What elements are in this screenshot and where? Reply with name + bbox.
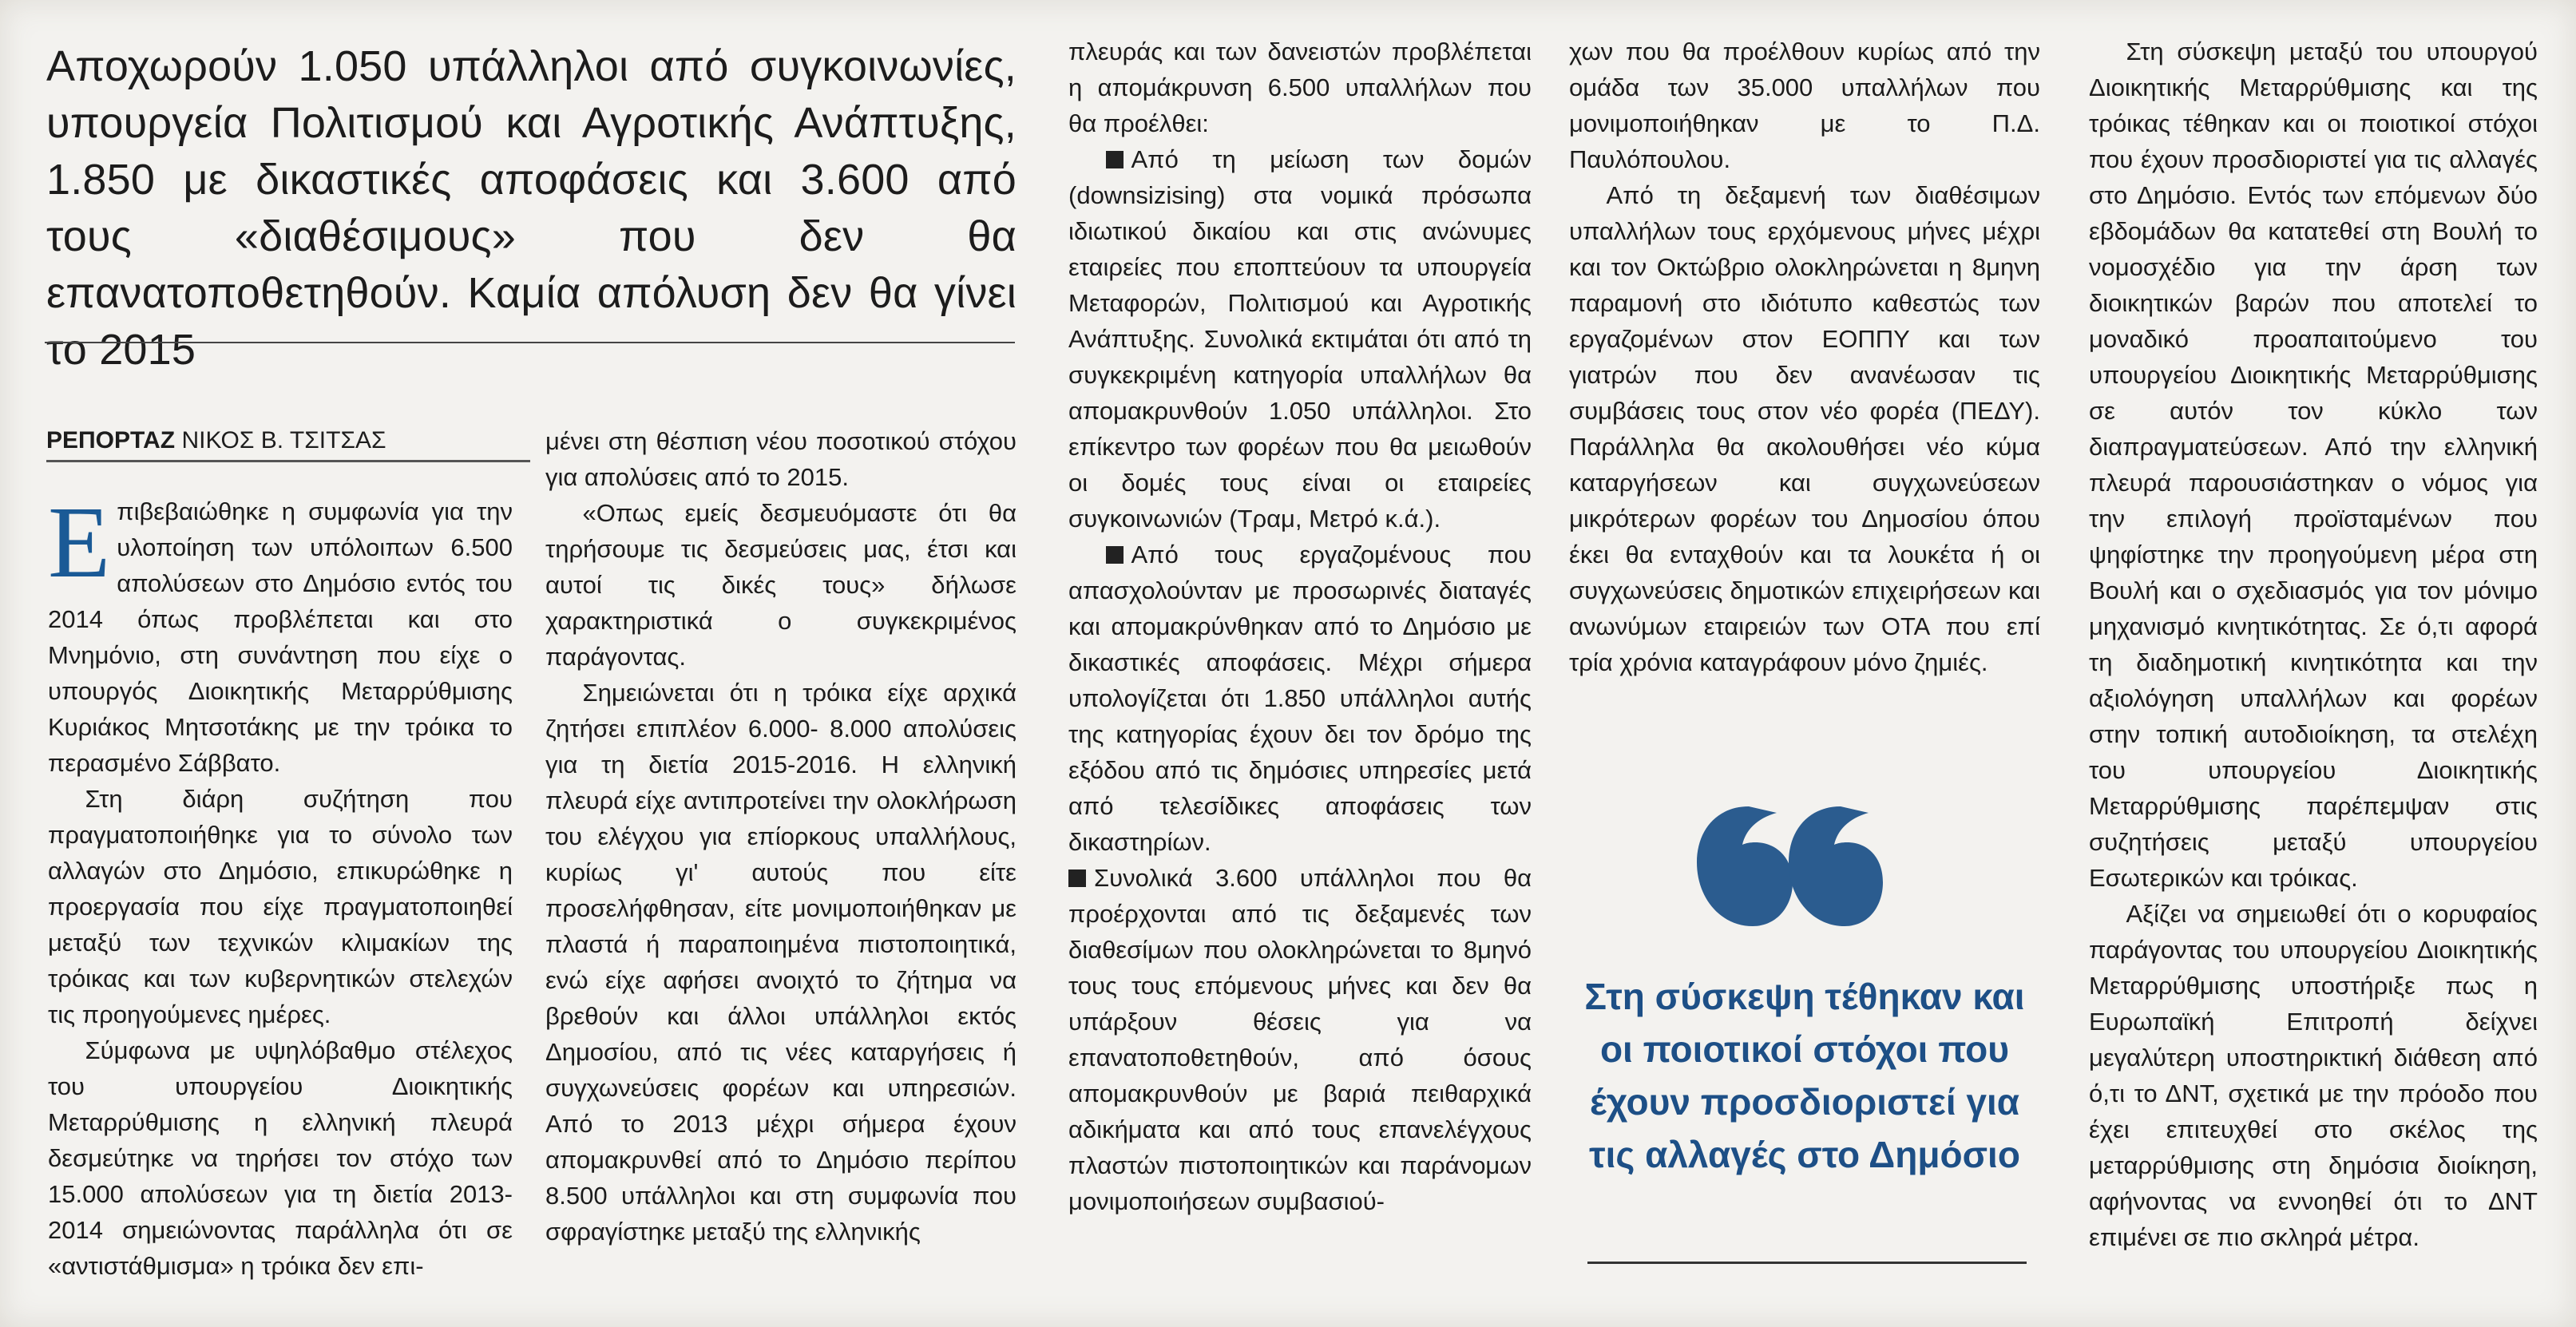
paragraph-text: Συνολικά 3.600 υπάλληλοι που θα προέρχονται από τις δεξαμενές των διαθεσίμων που ολοκληρώνεται το 8μηνό τους τους επόμενους μήνες και δεν θα υπάρξουν θέσεις για να επανατοποθετηθούν, από όσους απομακρυνθούν με βαριά πειθαρχικά αδικήματα και από τους επανελέγχους πλαστών πιστοποιητικών και παράνομων μονιμοποιήσεων συμβασιού-	[1068, 864, 1532, 1215]
column-1	[48, 485, 513, 1284]
paragraph: μένει στη θέσπιση νέου ποσοτικού στόχου για απολύσεις από το 2015.	[545, 427, 1017, 491]
paragraph-text: πιβεβαιώθηκε η συμφωνία για την υλοποίηση των υπόλοιπων 6.500 απολύσεων στο Δημόσιο εντός του 2014 όπως προβλέπεται και στο Μνημόνιο, στη συνάντηση που είχε ο υπουργός Διοικητικής Μεταρρύθμισης Κυριάκος Μητσοτάκης με την τρόικα το περασμένο Σάββατο.	[48, 497, 513, 777]
headline-rule	[45, 342, 1015, 343]
bullet-paragraph	[1068, 860, 1532, 1219]
paragraph: Σύμφωνα με υψηλόβαθμο στέλεχος του υπουργείου Διοικητικής Μεταρρύθμισης η ελληνική πλευρά δεσμεύτηκε να τηρήσει τον στόχο των 15.000 απολύσεων για τη διετία 2013-2014 σημειώνοντας παράλληλα ότι σε «αντιστάθμισμα» η τρόικα δεν επι-	[48, 1036, 513, 1280]
square-bullet-icon	[1106, 546, 1124, 564]
paragraph: Αξίζει να σημειωθεί ότι ο κορυφαίος παράγοντας του υπουργείου Διοικητικής Μεταρρύθμισης υποστήριξε πως η Ευρωπαϊκή Επιτροπή δείχνει μεγαλύτερη υποστηρικτική διάθεση από ό,τι το ΔΝΤ, σχετικά με την πρόοδο που έχει επιτευχθεί στο σκέλος της μεταρρύθμισης στη δημόσια διοίκηση, αφήνοντας να εννοηθεί ότι το ΔΝΤ επιμένει σε πιο σκληρά μέτρα.	[2089, 900, 2538, 1251]
bullet-paragraph	[1068, 537, 1532, 860]
drop-cap: Ε	[48, 485, 111, 599]
article-headline: Αποχωρούν 1.050 υπάλληλοι από συγκοινωνίες, υπουργεία Πολιτισμού και Αγροτικής Ανάπτυξης, 1.850 με δικαστικές αποφάσεις και 3.600 από τους «διαθέσιμους» που δεν θα επανατοποθετηθούν. Καμία απόλυση δεν θα γίνει το 2015	[46, 42, 1017, 374]
square-bullet-icon	[1106, 151, 1124, 168]
paragraph-text: Από τη μείωση των δομών (downsizising) στα νομικά πρόσωπα ιδιωτικού δικαίου και στις ανώνυμες εταιρείες που εποπτεύουν τα υπουργεία Μεταφορών, Πολιτισμού και Αγροτικής Ανάπτυξης. Συνολικά εκτιμάται ότι από τη συγκεκριμένη κατηγορία υπαλλήλων θα απομακρυνθούν 1.050 υπάλληλοι. Στο επίκεντρο των φορέων που θα μειωθούν οι δομές τους είναι οι εταιρείες συγκοινωνιών (Τραμ, Μετρό κ.ά.).	[1068, 145, 1532, 533]
paragraph: «Οπως εμείς δεσμευόμαστε ότι θα τηρήσουμε τις δεσμεύσεις μας, έτσι και αυτοί τις δικές τους» δήλωσε χαρακτηριστικά ο συγκεκριμένος παράγοντας.	[545, 499, 1017, 671]
pull-quote-rule	[1587, 1262, 2027, 1264]
paragraph: Σημειώνεται ότι η τρόικα είχε αρχικά ζητήσει επιπλέον 6.000- 8.000 απολύσεις για τη διετία 2015-2016. Η ελληνική πλευρά είχε αντιπροτείνει την ολοκλήρωση του ελέγχου για επίορκους υπαλλήλους, κυρίως γι' αυτούς που είτε προσελήφθησαν, είτε μονιμοποιήθηκαν με πλαστά ή παραποιημένα πιστοποιητικά, ενώ είχε αφήσει ανοιχτό το ζήτημα να βρεθούν και άλλοι υπάλληλοι εκτός Δημοσίου, από τις νέες καταργήσεις ή συγχωνεύσεις φορέων και υπηρεσιών. Από το 2013 μέχρι σήμερα έχουν απομακρυνθεί από το Δημόσιο περίπου 8.500 υπάλληλοι και στη συμφωνία που σφραγίστηκε μεταξύ της ελληνικής	[545, 679, 1017, 1246]
byline-author: ΝΙΚΟΣ Β. ΤΣΙΤΣΑΣ	[181, 427, 386, 454]
paragraph-text: Από τους εργαζομένους που απασχολούνταν με προσωρινές διαταγές και απομακρύνθηκαν από το Δημόσιο με δικαστικές αποφάσεις. Μέχρι σήμερα υπολογίζεται ότι 1.850 υπάλληλοι αυτής της κατηγορίας έχουν δει τον δρόμο της εξόδου από τις δημόσιες υπηρεσίες μετά από τελεσίδικες αποφάσεις των δικαστηρίων.	[1068, 541, 1532, 856]
column-2	[545, 423, 1017, 1250]
byline-label: ΡΕΠΟΡΤΑΖ	[46, 427, 176, 454]
paragraph	[48, 485, 513, 781]
paragraph: χων που θα προέλθουν κυρίως από την ομάδα των 35.000 υπαλλήλων που μονιμοποιήθηκαν με το Π.Δ. Παυλόπουλου.	[1569, 38, 2040, 173]
paragraph: πλευράς και των δανειστών προβλέπεται η απομάκρυνση 6.500 υπαλλήλων που θα προέλθει:	[1068, 38, 1532, 137]
paragraph: Από τη δεξαμενή των διαθέσιμων υπαλλήλων τους ερχόμενους μήνες μέχρι και τον Οκτώβριο ολοκληρώνεται η 8μηνη παραμονή στο ιδιότυπο καθεστώς των εργαζομένων στον ΕΟΠΠΥ και των γιατρών που δεν ανανέωσαν τις συμβάσεις τους στον νέο φορέα (ΠΕΔΥ). Παράλληλα θα ακολουθήσει νέο κύμα καταργήσεων και συγχωνεύσεων μικρότερων φορέων του Δημοσίου όπου έκει θα ενταχθούν και τα λουκέτα ή οι συγχωνεύσεις δημοτικών επιχειρήσεων και ανωνύμων εταιρειών των ΟΤΑ που επί τρία χρόνια καταγράφουν μόνο ζημιές.	[1569, 181, 2040, 676]
pull-quote: Στη σύσκεψη τέθηκαν και οι ποιοτικοί στόχοι που έχουν προσδιοριστεί για τις αλλαγές στο Δημόσιο	[1584, 976, 2025, 1175]
column-3	[1068, 34, 1532, 1219]
square-bullet-icon	[1068, 869, 1086, 887]
byline	[46, 427, 386, 454]
column-5	[2089, 34, 2538, 1255]
paragraph: Στη σύσκεψη μεταξύ του υπουργού Διοικητικής Μεταρρύθμισης και της τρόικας τέθηκαν και οι ποιοτικοί στόχοι που έχουν προσδιοριστεί για τις αλλαγές στο Δημόσιο. Εντός των επόμενων δύο εβδομάδων θα κατατεθεί στη Βουλή το νομοσχέδιο για την άρση των διοικητικών βαρών που αποτελεί το μοναδικό προαπαιτούμενο του υπουργείου Διοικητικής Μεταρρύθμισης σε αυτόν τον κύκλο των διαπραγματεύσεων. Από την ελληνική πλευρά παρουσιάστηκαν ο νόμος για την επιλογή προϊσταμένων που ψηφίστηκε την προηγούμενη μέρα στη Βουλή και ο σχεδιασμός για τον μόνιμο μηχανισμό κινητικότητας. Σε ό,τι αφορά τη διαδημοτική κινητικότητα και την αξιολόγηση υπαλλήλων και φορέων στην τοπική αυτοδιοίκηση, τα στελέχη του υπουργείου Διοικητικής Μεταρρύθμισης παρέπεμψαν στις συζητήσεις μεταξύ υπουργείου Εσωτερικών και τρόικας.	[2089, 38, 2538, 892]
quote-mark-icon	[1693, 798, 1884, 934]
byline-rule	[46, 460, 530, 462]
column-4	[1569, 34, 2040, 680]
paragraph: Στη διάρη συζήτηση που πραγματοποιήθηκε για το σύνολο των αλλαγών στο Δημόσιο, επικυρώθηκε η προεργασία που είχε πραγματοποιηθεί μεταξύ των τεχνικών κλιμακίων της τρόικας και των κυβερνητικών στελεχών τις προηγούμενες ημέρες.	[48, 785, 513, 1028]
bullet-paragraph	[1068, 141, 1532, 537]
